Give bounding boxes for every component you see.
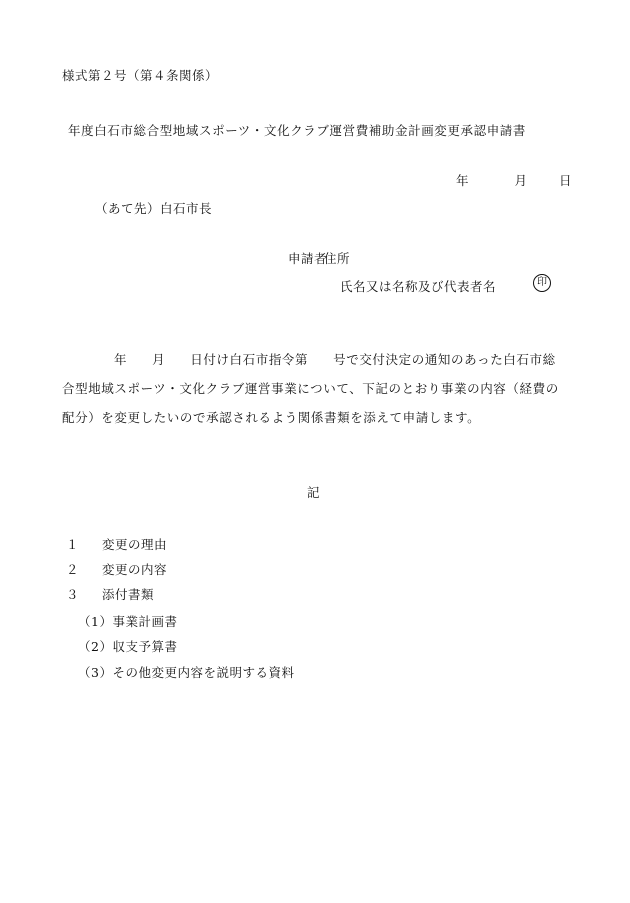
body-paragraph [62,345,562,432]
date-year-label: 年 [456,173,469,188]
attachment-item: （3）その他変更内容を説明する資料 [78,665,295,680]
applicant-address-label: 住所 [324,251,351,266]
item-label: 変更の内容 [102,562,168,577]
list-item [66,560,167,578]
body-line-3: 配分）を変更したいので承認されるよう関係書類を添えて申請します。 [62,410,481,425]
ki-heading: 記 [307,485,320,500]
body-date-ref: 日付け白石市指令第 [190,352,309,367]
applicant-label: 申請者 [288,251,328,266]
addressee: （あて先）白石市長 [95,201,213,216]
body-month-label: 月 [152,352,166,367]
date-day-label: 日 [558,173,572,188]
body-line-2: 合型地域スポーツ・文化クラブ運営事業について、下記のとおり事業の内容（経費の [62,381,559,396]
applicant-name-label: 氏名又は名称及び代表者名 [340,279,497,294]
item-label: 変更の理由 [102,537,168,552]
item-number: １ [66,537,80,552]
attachment-item: （2）収支予算書 [78,639,178,654]
date-line [456,171,571,189]
seal-mark: 印 [533,274,551,292]
attachment-item: （1）事業計画書 [78,614,178,629]
body-line-1 [62,345,562,374]
form-number: 様式第２号（第４条関係） [62,68,219,83]
date-month-label: 月 [514,173,527,188]
list-item [66,585,154,603]
item-number: ３ [66,587,80,602]
item-number: ２ [66,562,80,577]
body-line-1-tail: 号で交付決定の通知のあった白石市総 [333,352,556,367]
item-label: 添付書類 [102,587,155,602]
document-title: 年度白石市総合型地域スポーツ・文化クラブ運営費補助金計画変更承認申請書 [68,123,527,138]
body-year-label: 年 [114,352,128,367]
list-item [66,535,167,553]
